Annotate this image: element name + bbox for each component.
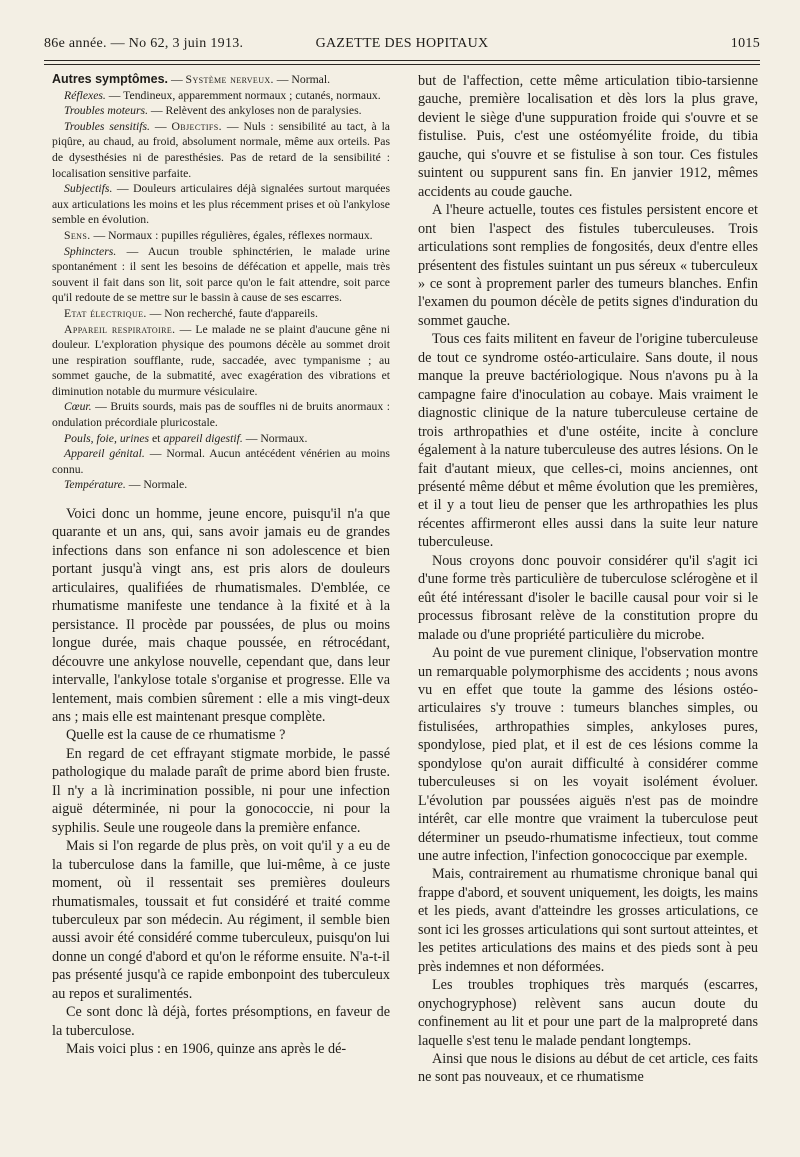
- label-objectifs: Objectifs.: [171, 119, 222, 133]
- label-subjectifs: Subjectifs.: [64, 182, 113, 196]
- label-reflexes: Réflexes.: [64, 88, 106, 102]
- text: — Normaux.: [242, 431, 308, 445]
- label-appareil-respiratoire: Appareil respiratoire.: [64, 322, 176, 336]
- paragraph-coeur: [52, 399, 390, 430]
- header-rule-thick: [44, 60, 760, 61]
- left-column: [52, 72, 390, 1059]
- text: — Nuls : sensibilité au tact, à la piqûre, au chaud, au froid, absolument normale, même aux orteils. Pas de dysesthésies ni de paresthésies. Pas de retard de la sensibilité : localisation sensitive parfaite.: [52, 119, 390, 180]
- text: — Non recherché, faute d'appareils.: [146, 306, 318, 320]
- text: — Aucun trouble sphinctérien, le malade urine spontanément : il sent les besoins de défécation et appelle, mais très souvent il fait dans son lit, soit parce qu'on le fait attendre, soit parce qu'il redoute de se mettre sur le bassin à cause de ses escarres.: [52, 244, 390, 305]
- paragraph: Mais si l'on regarde de plus près, on voit qu'il y a eu de la tuberculose dans la famille, que lui-même, à ce juste moment, où il ressentait ses premières douleurs rhumatismales, toussait et fut considéré et traité comme tuberculeux par son médecin. Au régiment, il semble bien aussi avoir été considéré comme tuberculeux, puisqu'on lui donne un congé d'abord et qu'on le réforme ensuite. N'a-t-il pas présenté jusqu'à ce rapide embonpoint des tuberculeux au repos et suralimentés.: [52, 838, 390, 1002]
- spacer: [52, 493, 390, 505]
- text: — Douleurs articulaires déjà signalées surtout marquées aux articulations les moins et les plus récemment prises et où l'ankylose semble en évolution.: [52, 182, 390, 227]
- paragraph-troubles-sensitifs: Troubles sensitifs. — Objectifs. — Nuls : sensibilité au tact, à la piqûre, au chaud, au froid, absolument normale, même aux orteils. Pas de dysesthésies ni de paresthésies. Pas de retard de la sensibilité : localisation sensitive parfaite.: [52, 119, 390, 180]
- paragraph: Voici donc un homme, jeune encore, puisqu'il n'a que quarante et un ans, qui, sans avoir jamais eu de grandes infections dans son enfance ni son adolescence et bien portant jusqu'à vingt ans, est pris alors de douleurs articulaires, qualifiées de rhumatismales. D'emblée, ce rhumatisme manifeste une tendance à la fixité et à la persistance. Il procède par poussées, de plus ou moins longue durée, mais chaque poussée, en rétrocédant, découvre une ankylose nouvelle, cependant que, dans leur intervalle, l'ankylose totale s'organise et progresse. Elle va lentement, mais combien sûrement : elle a mis vingt-deux ans ; mais elle est maintenant presque complète.: [52, 506, 390, 726]
- discussion-left: [52, 505, 390, 1059]
- label-coeur: Cœur.: [64, 400, 92, 414]
- right-column: [418, 72, 758, 1087]
- paragraph-sphincters: [52, 244, 390, 306]
- paragraph: Tous ces faits militent en faveur de l'origine tuberculeuse de tout ce syndrome ostéo-articulaire. Sans doute, il nous manque la preuve bactériologique. Nous n'avons pu à la campagne faire d'inoculation au cobaye. Mais vraiment le diagnostic clinique de la nature tuberculeuse certaine de trois arthropathies et d'une ostéite, incite à conclure également à la nature tuberculeuse des autres lésions. On le fait d'autant mieux, que celles-ci, moins anciennes, ont présenté même début et même évolution que les premières, et il y a tout lieu de penser que les arthropathies les plus récentes affirmeront elles aussi dans la suite leur nature tuberculeuse.: [418, 331, 758, 551]
- paragraph: Quelle est la cause de ce rhumatisme ?: [66, 727, 286, 744]
- text: — Normale.: [125, 478, 188, 492]
- text: — Normal. Aucun antécédent vénérien au moins connu.: [52, 447, 390, 476]
- paragraph: En regard de cet effrayant stigmate morbide, le passé pathologique du malade paraît de prime abord bien fruste. Il n'y a là incrimination possible, ni pour une infection aiguë déterminée, ni pour la gonococcie, ni pour la syphilis. Seule une rougeole dans la première enfance.: [52, 745, 390, 836]
- paragraph-reflexes: [52, 88, 390, 104]
- text: et: [149, 431, 164, 445]
- dash: —: [168, 73, 186, 86]
- paragraph: but de l'affection, cette même articulation tibio-tarsienne gauche, première localisation et dès lors la plus grave, devient le siège d'une suppuration froide qui s'ouvre et se fistulise. Puis, c'est une ostéomyélite froide, du tibia gauche, qui s'ouvre et se fistulise à son tour. Ces fistules suintent ou suppurent sans fin. En janvier 1912, mêmes accidents au coude gauche.: [418, 73, 758, 200]
- paragraph: Les troubles trophiques très marqués (escarres, onychogryphose) relèvent sans aucun doute du confinement au lit et pour une part de la malpropreté dans laquelle s'est tenu le malade pendant longtemps.: [418, 977, 758, 1049]
- page-header: [44, 36, 760, 58]
- label-troubles-moteurs: Troubles moteurs.: [64, 104, 148, 118]
- label-appareil-digestif: appareil digestif.: [163, 431, 243, 445]
- paragraph-etat-electrique: [52, 306, 390, 322]
- label-sphincters: Sphincters.: [64, 244, 117, 258]
- label-sens: Sens.: [64, 228, 91, 242]
- text: — Tendineux, apparemment normaux ; cutanés, normaux.: [105, 88, 381, 102]
- text: — Le malade ne se plaint d'aucune gêne ni douleur. L'exploration physique des poumons décèle au sommet droit une respiration soufflante, rude, saccadée, avec tympanisme ; au sommet gauche, de la submatité, avec exagération des vibrations et diminution notable du murmure vésiculaire.: [52, 322, 390, 398]
- label-appareil-genital: Appareil génital.: [64, 447, 145, 461]
- paragraph: Mais, contrairement au rhumatisme chronique banal qui frappe d'abord, et souvent uniquement, les doigts, les mains et les pieds, avant d'atteindre les grosses articulations, ce sont ici les grosses articulations qui sont surtout atteintes, et les petites articulations des mains et des pieds sont à peu près indemnes et non déformées.: [418, 866, 758, 975]
- observation-details: [52, 72, 390, 493]
- text: — Normaux : pupilles régulières, égales, réflexes normaux.: [90, 228, 373, 242]
- text: — Normal.: [273, 73, 331, 86]
- header-rule-thin: [44, 64, 760, 65]
- paragraph: Ce sont donc là déjà, fortes présomptions, en faveur de la tuberculose.: [52, 1004, 390, 1039]
- label-temperature: Température.: [64, 478, 126, 492]
- paragraph: Ainsi que nous le disions au début de cet article, ces faits ne sont pas nouveaux, et ce rhumatisme: [418, 1051, 758, 1086]
- label-etat-electrique: Etat électrique.: [64, 306, 147, 320]
- label-troubles-sensitifs: Troubles sensitifs.: [64, 119, 150, 133]
- section-title: Autres symptômes.: [52, 72, 169, 86]
- paragraph-sens: [52, 228, 390, 244]
- paragraph: Au point de vue purement clinique, l'observation montre un remarquable polymorphisme des accidents ; nous avons vu en effet que toute la gamme des lésions ostéo-articulaires s'y trouve : tumeurs blanches simples, ou fistulisées, arthropathies simples, ankyloses pures, spondylose, pied plat, et il est de ces lésions comme la spondylose qu'on aurait difficulté à considérer comme tuberculeuses si on les voyait isolément évoluer. L'évolution par poussées aiguës n'est pas de moindre intérêt, car elle montre que vraiment la tuberculose peut déterminer un pseudo-rhumatisme infectieux, tout comme une autre infection, l'infection gonococcique par exemple.: [418, 645, 758, 865]
- issue-info: 86e année. — No 62, 3 juin 1913.: [44, 36, 244, 51]
- label-pouls-foie-urines: Pouls, foie, urines: [64, 431, 150, 445]
- paragraph-temperature: [52, 477, 390, 493]
- paragraph-pouls: [52, 431, 390, 447]
- paragraph-subjectifs: [52, 181, 390, 228]
- text: — Bruits sourds, mais pas de souffles ni de bruits anormaux : ondulation précordiale pluricostale.: [52, 400, 390, 430]
- paragraph-appareil-respiratoire: [52, 322, 390, 400]
- paragraph: Mais voici plus : en 1906, quinze ans après le dé-: [66, 1041, 347, 1058]
- paragraph-autres-symptomes: [52, 72, 390, 88]
- paragraph: Nous croyons donc pouvoir considérer qu'il s'agit ici d'une forme très particulière de tuberculose sclérogène et il eût été intéressant d'isoler le bacille causal pour voir si le processus fibrosant relève de la constitution propre du malade ou d'une propriété particulière du microbe.: [418, 552, 758, 643]
- page-number: 1015: [730, 36, 760, 51]
- paragraph-troubles-moteurs: [52, 103, 390, 119]
- journal-title: GAZETTE DES HOPITAUX: [315, 36, 489, 51]
- paragraph-appareil-genital: [52, 446, 390, 477]
- text: — Relèvent des ankyloses non de paralysies.: [148, 104, 362, 118]
- subsection-systeme-nerveux: Système nerveux.: [185, 73, 274, 86]
- paragraph: A l'heure actuelle, toutes ces fistules persistent encore et ont bien l'aspect des fistules tuberculeuses. Trois articulations sont remplies de fongosités, deux d'entre elles présentent des fistules suintant un pus séreux « tuberculeux » ce sont à proprement parler des tumeurs blanches. Enfin l'examen du poumon décèle de petits signes d'induration du sommet gauche.: [418, 202, 758, 329]
